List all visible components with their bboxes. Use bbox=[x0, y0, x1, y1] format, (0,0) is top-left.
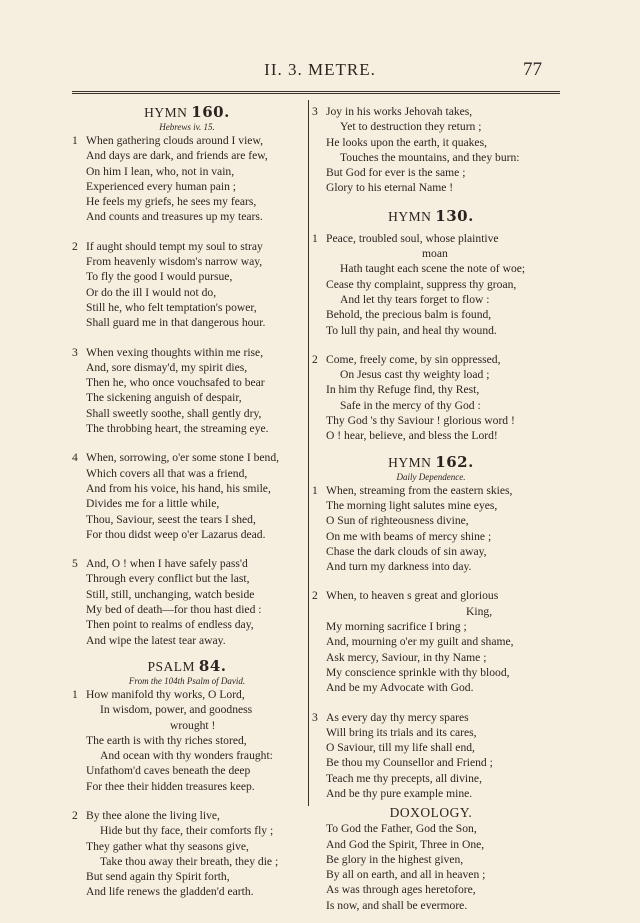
verse-line: Chase the dark clouds of sin away, bbox=[326, 544, 487, 558]
stanza-2 bbox=[72, 239, 302, 331]
verse-line: The throbbing heart, the streaming eye. bbox=[86, 422, 269, 436]
hymn-subtitle: Hebrews iv. 15. bbox=[159, 122, 215, 132]
verse-line: Thy God 's thy Saviour ! glorious word ! bbox=[326, 414, 515, 428]
verse-line: Will bring its trials and its cares, bbox=[326, 725, 477, 739]
column-divider bbox=[308, 100, 309, 806]
verse-line: Touches the mountains, and they burn: bbox=[340, 150, 520, 164]
stanza-5 bbox=[72, 556, 302, 648]
verse-line: And let thy tears forget to flow : bbox=[340, 292, 490, 306]
verse-line: Teach me thy precepts, all divine, bbox=[326, 771, 482, 785]
verse-line: How manifold thy works, O Lord, bbox=[86, 687, 245, 701]
stanza-number: 5 bbox=[72, 557, 78, 571]
hymn-title bbox=[312, 208, 550, 225]
verse-line: He looks upon the earth, it quakes, bbox=[326, 135, 487, 149]
verse-line: And be my Advocate with God. bbox=[326, 681, 474, 695]
stanza-2 bbox=[312, 588, 550, 695]
verse-line: When gathering clouds around I view, bbox=[86, 134, 263, 147]
verse-line: O Sun of righteousness divine, bbox=[326, 514, 469, 528]
hymn-number: 160. bbox=[191, 103, 230, 121]
hymn-162 bbox=[312, 454, 550, 802]
verse-line: He feels my griefs, he sees my fears, bbox=[86, 195, 257, 209]
verse-line: When, streaming from the eastern skies, bbox=[326, 483, 513, 497]
verse-line: Thou, Saviour, seest the tears I shed, bbox=[86, 512, 256, 526]
hymn-number: 162. bbox=[435, 452, 474, 471]
verse-line: King, bbox=[466, 604, 493, 618]
stanza-1 bbox=[312, 483, 550, 575]
verse-line: And from his voice, his hand, his smile, bbox=[86, 481, 271, 495]
verse-line: When, sorrowing, o'er some stone I bend, bbox=[86, 451, 280, 465]
verse-line: And wipe the latest tear away. bbox=[86, 633, 226, 647]
verse-line: When, to heaven s great and glorious bbox=[326, 589, 499, 603]
page-number: 77 bbox=[523, 59, 542, 80]
doxology bbox=[312, 805, 550, 913]
stanza-3 bbox=[72, 345, 302, 437]
verse-line: The sickening anguish of despair, bbox=[86, 391, 242, 405]
verse-line: But God for ever is the same ; bbox=[326, 166, 466, 180]
verse-line: By all on earth, and all in heaven ; bbox=[326, 868, 486, 882]
verse-line: moan bbox=[422, 247, 448, 261]
verse-line: And, sore dismay'd, my spirit dies, bbox=[86, 360, 248, 374]
verse-line: Ask mercy, Saviour, in thy Name ; bbox=[326, 650, 487, 664]
verse-line: When vexing thoughts within me rise, bbox=[86, 345, 264, 359]
stanza-2 bbox=[312, 352, 550, 444]
hymn-title bbox=[72, 104, 302, 121]
verse-line: And ocean with thy wonders fraught: bbox=[100, 749, 273, 763]
hymn-label: HYMN bbox=[144, 105, 188, 120]
verse-line: By thee alone the living live, bbox=[86, 808, 220, 822]
right-column bbox=[312, 104, 550, 913]
verse-line: And turn my darkness into day. bbox=[326, 560, 472, 574]
section-title: II. 3. METRE. bbox=[264, 60, 376, 79]
verse-line: Hide but thy face, their comforts fly ; bbox=[100, 824, 274, 838]
verse-line: Cease thy complaint, suppress thy groan, bbox=[326, 277, 517, 291]
psalm-84 bbox=[72, 658, 302, 900]
verse-line: And counts and treasures up my tears. bbox=[86, 210, 263, 224]
doxology-verse bbox=[312, 821, 550, 913]
stanza-number: 2 bbox=[72, 239, 78, 253]
verse-line: O Saviour, till my life shall end, bbox=[326, 741, 475, 755]
stanza-1 bbox=[72, 133, 302, 225]
verse-line: To lull thy pain, and heal thy wound. bbox=[326, 323, 497, 337]
verse-line: And God the Spirit, Three in One, bbox=[326, 837, 485, 851]
psalm-label: PSALM bbox=[147, 658, 196, 674]
stanza-number: 1 bbox=[72, 134, 78, 147]
verse-line: Take thou away their breath, they die ; bbox=[100, 854, 279, 868]
verse-line: And days are dark, and friends are few, bbox=[86, 149, 268, 163]
verse-line: Then he, who once vouchsafed to bear bbox=[86, 376, 265, 390]
verse-line: They gather what thy seasons give, bbox=[86, 839, 249, 853]
stanza-number: 1 bbox=[72, 687, 78, 701]
running-head bbox=[0, 60, 640, 84]
verse-line: For thee their hidden treasures keep. bbox=[86, 779, 255, 793]
verse-line: To God the Father, God the Son, bbox=[326, 822, 477, 836]
verse-line: Through every conflict but the last, bbox=[86, 572, 250, 586]
hymn-subtitle: Daily Dependence. bbox=[396, 471, 466, 482]
stanza-number: 3 bbox=[312, 105, 318, 118]
psalm-84-continued bbox=[312, 104, 550, 196]
verse-line: Still he, who felt temptation's power, bbox=[86, 300, 257, 314]
doxology-title: DOXOLOGY. bbox=[389, 805, 473, 821]
verse-line: For thou didst weep o'er Lazarus dead. bbox=[86, 527, 266, 541]
verse-line: And life renews the gladden'd earth. bbox=[86, 885, 254, 899]
hymn-label: HYMN bbox=[388, 454, 432, 470]
stanza-number: 2 bbox=[72, 808, 78, 822]
verse-line: Joy in his works Jehovah takes, bbox=[326, 105, 473, 118]
verse-line: And, O ! when I have safely pass'd bbox=[86, 557, 248, 571]
hymn-number: 130. bbox=[435, 206, 474, 225]
verse-line: Safe in the mercy of thy God : bbox=[340, 398, 481, 412]
verse-line: If aught should tempt my soul to stray bbox=[86, 239, 263, 253]
verse-line: Glory to his eternal Name ! bbox=[326, 181, 454, 195]
verse-line: O ! hear, believe, and bless the Lord! bbox=[326, 429, 498, 443]
verse-line: On Jesus cast thy weighty load ; bbox=[340, 368, 490, 382]
verse-line: To fly the good I would pursue, bbox=[86, 270, 233, 284]
stanza-number: 3 bbox=[312, 710, 318, 724]
stanza-number: 1 bbox=[312, 231, 318, 245]
verse-line: Come, freely come, by sin oppressed, bbox=[326, 352, 501, 366]
left-column bbox=[72, 104, 302, 900]
header-rule bbox=[72, 91, 560, 94]
verse-line: Unfathom'd caves beneath the deep bbox=[86, 764, 251, 778]
stanza-number: 2 bbox=[312, 352, 318, 366]
psalm-subtitle: From the 104th Psalm of David. bbox=[128, 675, 246, 686]
verse-line: On me with beams of mercy shine ; bbox=[326, 529, 492, 543]
verse-line: Experienced every human pain ; bbox=[86, 179, 237, 193]
stanza-1 bbox=[72, 687, 302, 794]
verse-line: Which covers all that was a friend, bbox=[86, 466, 248, 480]
stanza-4 bbox=[72, 450, 302, 542]
stanza-2 bbox=[72, 808, 302, 900]
stanza-3 bbox=[312, 710, 550, 802]
verse-line: Divides me for a little while, bbox=[86, 497, 220, 511]
hymn-label: HYMN bbox=[388, 208, 432, 224]
verse-line: On him I lean, who, not in vain, bbox=[86, 164, 235, 178]
verse-line: My conscience sprinkle with thy blood, bbox=[326, 665, 510, 679]
verse-line: As every day thy mercy spares bbox=[326, 710, 469, 724]
stanza-number: 1 bbox=[312, 483, 318, 497]
verse-line: Shall guard me in that dangerous hour. bbox=[86, 316, 266, 330]
verse-line: Be glory in the highest given, bbox=[326, 852, 464, 866]
verse-line: wrought ! bbox=[170, 718, 216, 732]
verse-line: In him thy Refuge find, thy Rest, bbox=[326, 383, 480, 397]
hymn-130 bbox=[312, 208, 550, 444]
verse-line: My morning sacrifice I bring ; bbox=[326, 620, 467, 634]
hymn-title bbox=[312, 454, 550, 471]
verse-line: Peace, troubled soul, whose plaintive bbox=[326, 231, 499, 245]
stanza-1 bbox=[312, 231, 550, 338]
verse-line: The morning light salutes mine eyes, bbox=[326, 498, 498, 512]
stanza-3 bbox=[312, 104, 550, 196]
verse-line: From heavenly wisdom's narrow way, bbox=[86, 255, 263, 269]
hymn-160 bbox=[72, 104, 302, 648]
verse-line: Still, still, unchanging, watch beside bbox=[86, 587, 255, 601]
verse-line: As was through ages heretofore, bbox=[326, 883, 476, 897]
verse-line: Shall sweetly soothe, shall gently dry, bbox=[86, 406, 262, 420]
psalm-title bbox=[72, 658, 302, 675]
stanza-number: 3 bbox=[72, 345, 78, 359]
verse-line: Yet to destruction they return ; bbox=[340, 120, 482, 134]
stanza-number: 4 bbox=[72, 451, 78, 465]
verse-line: And be thy pure example mine. bbox=[326, 786, 473, 800]
verse-line: But send again thy Spirit forth, bbox=[86, 870, 230, 884]
verse-line: Or do the ill I would not do, bbox=[86, 285, 217, 299]
verse-line: And, mourning o'er my guilt and shame, bbox=[326, 635, 514, 649]
verse-line: In wisdom, power, and goodness bbox=[100, 703, 253, 717]
verse-line: Behold, the precious balm is found, bbox=[326, 308, 492, 322]
verse-line: Be thou my Counsellor and Friend ; bbox=[326, 756, 493, 770]
stanza-number: 2 bbox=[312, 589, 318, 603]
verse-line: Is now, and shall be evermore. bbox=[326, 898, 468, 912]
verse-line: My bed of death—for thou hast died : bbox=[86, 603, 262, 617]
psalm-number: 84. bbox=[198, 656, 227, 675]
verse-line: The earth is with thy riches stored, bbox=[86, 733, 247, 747]
verse-line: Hath taught each scene the note of woe; bbox=[340, 262, 526, 276]
verse-line: Then point to realms of endless day, bbox=[86, 618, 254, 632]
